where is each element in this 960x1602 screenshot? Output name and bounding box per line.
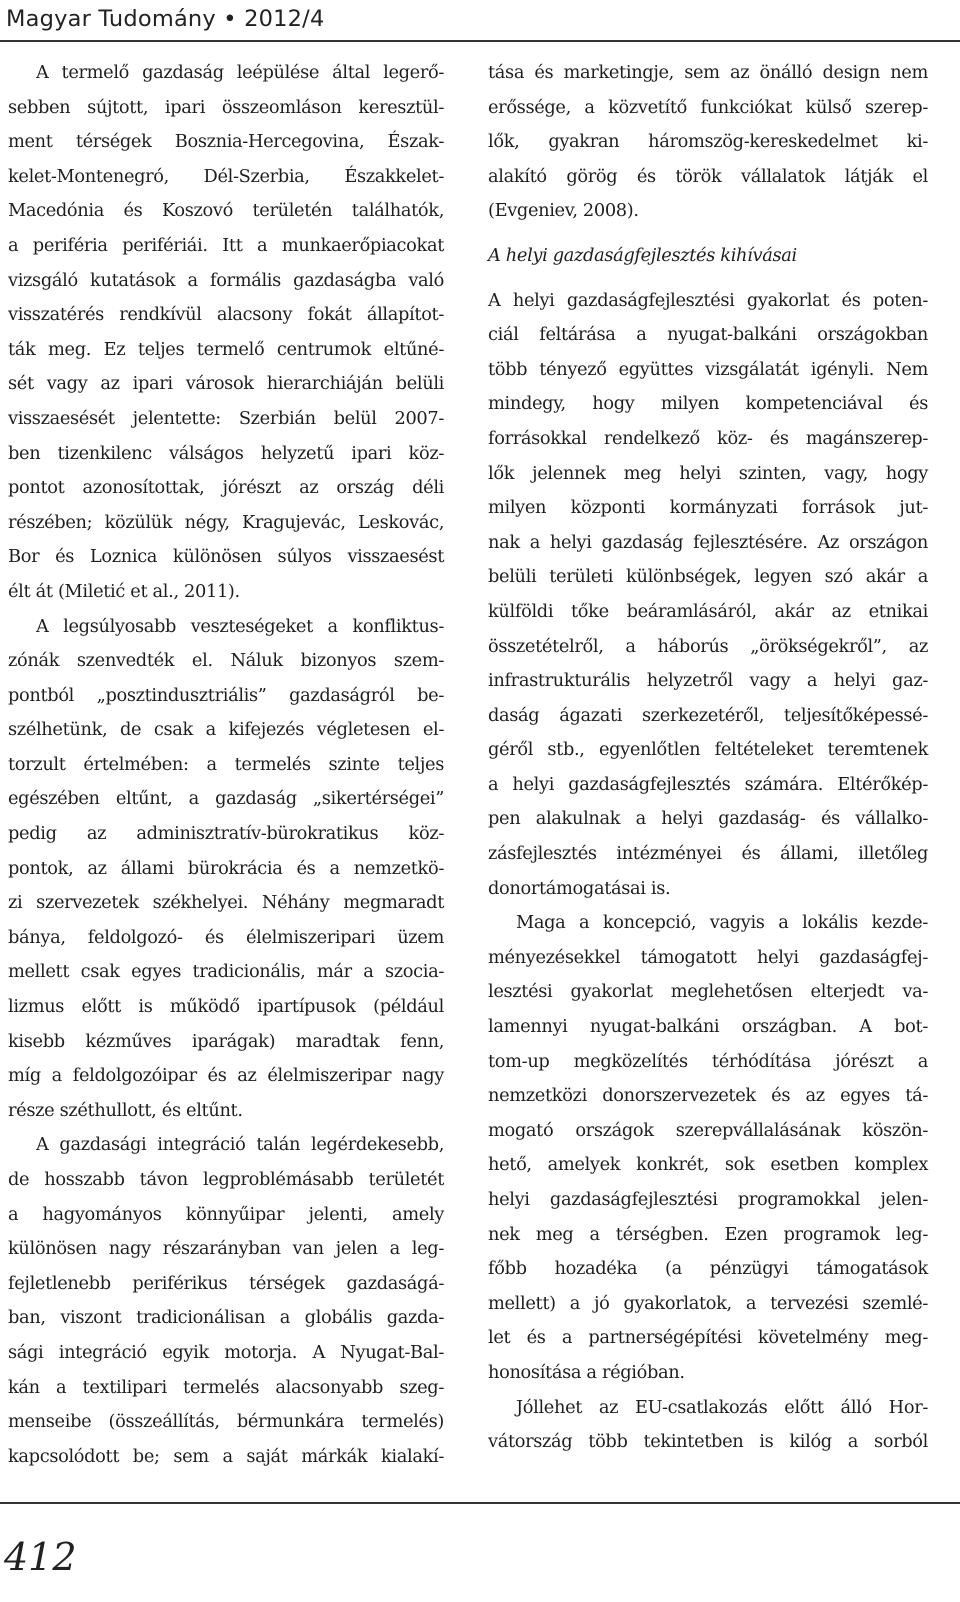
- text-line: belüli területi különbségek, legyen szó akár a: [488, 566, 928, 588]
- text-line: élt át (Miletić et al., 2011).: [8, 580, 240, 602]
- text-line: sebben sújtott, ipari összeomláson keresztül-: [8, 96, 444, 118]
- journal-title: Magyar Tudomány: [6, 6, 216, 32]
- text-line: lők, gyakran háromszög-kereskedelmet ki-: [488, 131, 928, 153]
- text-line: nek meg a térségben. Ezen programok leg-: [488, 1223, 928, 1245]
- text-line: milyen központi kormányzati források jut-: [488, 497, 928, 519]
- text-line: ment térségek Bosznia-Hercegovina, Észak-: [8, 131, 444, 153]
- text-line: A helyi gazdaságfejlesztési gyakorlat és poten-: [488, 289, 928, 311]
- right-column: [488, 56, 928, 1460]
- text-line: infrastrukturális helyzetről vagy a helyi gaz-: [488, 670, 928, 692]
- text-line: ben tizenkilenc válságos helyzetű ipari köz-: [8, 442, 444, 464]
- header-separator: •: [223, 6, 237, 32]
- page-number: 412: [4, 1535, 77, 1579]
- text-line: lizmus előtt is működő ipartípusok (például: [8, 996, 444, 1018]
- text-line: a helyi gazdaságfejlesztés számára. Eltérőkép-: [488, 773, 928, 795]
- text-line: kelet-Montenegró, Dél-Szerbia, Északkelet-: [8, 165, 444, 187]
- text-line: kán a textilipari termelés alacsonyabb szeg-: [8, 1376, 444, 1398]
- text-line: honosítása a régióban.: [488, 1361, 685, 1383]
- text-line: alakító görög és török vállalatok látják el: [488, 165, 928, 187]
- text-line: Macedónia és Koszovó területén találhatók,: [8, 200, 444, 222]
- text-line: (Evgeniev, 2008).: [488, 200, 639, 222]
- text-line: egészében eltűnt, a gazdaság „sikertérségei”: [8, 788, 444, 810]
- text-line: vátország több tekintetben is kilóg a sorból: [488, 1431, 928, 1453]
- text-line: a hagyományos könnyűipar jelenti, amely: [8, 1203, 444, 1225]
- text-line: bánya, feldolgozó- és élelmiszeripari üzem: [8, 926, 444, 948]
- text-line: több tényező együttes vizsgálatát igényli. Nem: [488, 358, 928, 380]
- text-line: menseibe (összeállítás, bérmunkára termelés): [8, 1411, 444, 1433]
- text-line: kapcsolódott be; sem a saját márkák kialakí-: [8, 1445, 444, 1467]
- text-line: különösen nagy részarányban van jelen a leg-: [8, 1238, 444, 1260]
- text-line: pen alakulnak a helyi gazdaság- és vállalko-: [488, 808, 928, 830]
- text-line: mellett) a jó gyakorlatok, a tervezési szemlé-: [488, 1292, 928, 1314]
- text-line: pontot azonosítottak, jórészt az ország déli: [8, 477, 444, 499]
- section-heading: A helyi gazdaságfejlesztés kihívásai: [488, 244, 797, 266]
- text-line: pontok, az állami bürokrácia és a nemzetkö-: [8, 857, 444, 879]
- footer-rule: [0, 1502, 960, 1504]
- left-column: [8, 56, 444, 1474]
- text-line: visszatérés rendkívül alacsony fokát állapítot-: [8, 304, 444, 326]
- text-line: forrásokkal rendelkező köz- és magánszerep-: [488, 427, 928, 449]
- text-line: része széthullott, és eltűnt.: [8, 1099, 243, 1121]
- text-line: ményezésekkel támogatott helyi gazdaságfej-: [488, 946, 928, 968]
- text-line: vizsgáló kutatások a formális gazdaságba való: [8, 269, 444, 291]
- text-line: mogató országok szerepvállalásának köszön-: [488, 1119, 928, 1141]
- text-line: donortámogatásai is.: [488, 877, 671, 899]
- text-line: részében; közülük négy, Kragujevác, Leskovác,: [8, 511, 444, 533]
- text-line: pedig az adminisztratív-bürokratikus köz-: [8, 823, 444, 845]
- text-line: Jóllehet az EU-csatlakozás előtt álló Hor-: [516, 1396, 928, 1418]
- text-line: fejletlenebb periférikus térségek gazdaságá-: [8, 1272, 444, 1294]
- text-line: lők jelennek meg helyi szinten, vagy, hogy: [488, 462, 928, 484]
- text-line: Maga a koncepció, vagyis a lokális kezde-: [516, 912, 928, 934]
- text-line: kisebb kézműves iparágak) maradtak fenn,: [8, 1030, 444, 1052]
- section-gap: [488, 229, 928, 239]
- text-line: zi szervezetek székhelyei. Néhány megmaradt: [8, 892, 444, 914]
- text-line: sét vagy az ipari városok hierarchiáján belüli: [8, 373, 444, 395]
- text-line: helyi gazdaságfejlesztési programokkal jelen-: [488, 1189, 928, 1210]
- text-line: A legsúlyosabb veszteségeket a konfliktus-: [36, 615, 444, 637]
- text-line: külföldi tőke beáramlásáról, akár az etnikai: [488, 600, 928, 622]
- text-line: a periféria perifériái. Itt a munkaerőpiacokat: [8, 234, 444, 256]
- text-line: ban, viszont tradicionálisan a globális gazda-: [8, 1307, 444, 1329]
- text-line: sági integráció egyik motorja. A Nyugat-Bal-: [8, 1341, 444, 1363]
- text-line: ciál feltárása a nyugat-balkáni országokban: [488, 324, 928, 346]
- text-line: tása és marketingje, sem az önálló design nem: [488, 62, 928, 83]
- text-line: Bor és Loznica különösen súlyos visszaesést: [8, 546, 444, 568]
- text-line: géről stb., egyenlőtlen feltételeket teremtenek: [488, 739, 928, 761]
- text-line: ták meg. Ez teljes termelő centrumok eltűné-: [8, 338, 444, 360]
- text-line: szélhetünk, de csak a kifejezés végletesen el-: [8, 719, 444, 741]
- text-line: pontból „posztindusztriális” gazdaságról be-: [8, 684, 444, 706]
- issue-number: 2012/4: [244, 6, 325, 32]
- text-line: hető, amelyek konkrét, sok esetben komplex: [488, 1154, 928, 1176]
- text-line: A gazdasági integráció talán legérdekesebb,: [36, 1134, 444, 1156]
- text-line: összetételről, a háborús „örökségekről”, az: [488, 635, 928, 657]
- text-line: lesztési gyakorlat meglehetősen elterjedt va-: [488, 981, 928, 1003]
- text-line: nak a helyi gazdaság fejlesztésére. Az országon: [488, 531, 928, 553]
- text-line: let és a partnerségépítési követelmény meg-: [488, 1327, 928, 1349]
- text-line: A termelő gazdaság leépülése által legerő-: [36, 62, 444, 83]
- section-gap: [488, 274, 928, 284]
- text-line: tom-up megközelítés térhódítása jórészt a: [488, 1050, 928, 1072]
- text-line: mellett csak egyes tradicionális, már a szocia-: [8, 961, 444, 983]
- text-line: lamennyi nyugat-balkáni országban. A bot-: [488, 1016, 928, 1038]
- text-line: erőssége, a közvetítő funkciókat külső szerep-: [488, 96, 928, 118]
- text-line: zónák szenvedték el. Náluk bizonyos szem-: [8, 650, 444, 672]
- text-line: torzult értelmében: a termelés szinte teljes: [8, 753, 444, 775]
- text-line: főbb hozadéka (a pénzügyi támogatások: [488, 1258, 928, 1280]
- text-line: míg a feldolgozóipar és az élelmiszeripar nagy: [8, 1065, 444, 1087]
- text-line: mindegy, hogy milyen kompetenciával és: [488, 393, 928, 415]
- text-line: nemzetközi donorszervezetek és az egyes tá-: [488, 1085, 928, 1107]
- text-line: daság ágazati szerkezetéről, teljesítőképessé-: [488, 704, 928, 726]
- text-line: zásfejlesztés intézményei és állami, illetőleg: [488, 843, 928, 865]
- header-rule: [0, 40, 960, 42]
- text-line: de hosszabb távon legproblémásabb területét: [8, 1169, 444, 1190]
- text-line: visszaesését jelentette: Szerbián belül 2007-: [8, 407, 444, 429]
- running-header: [6, 2, 946, 42]
